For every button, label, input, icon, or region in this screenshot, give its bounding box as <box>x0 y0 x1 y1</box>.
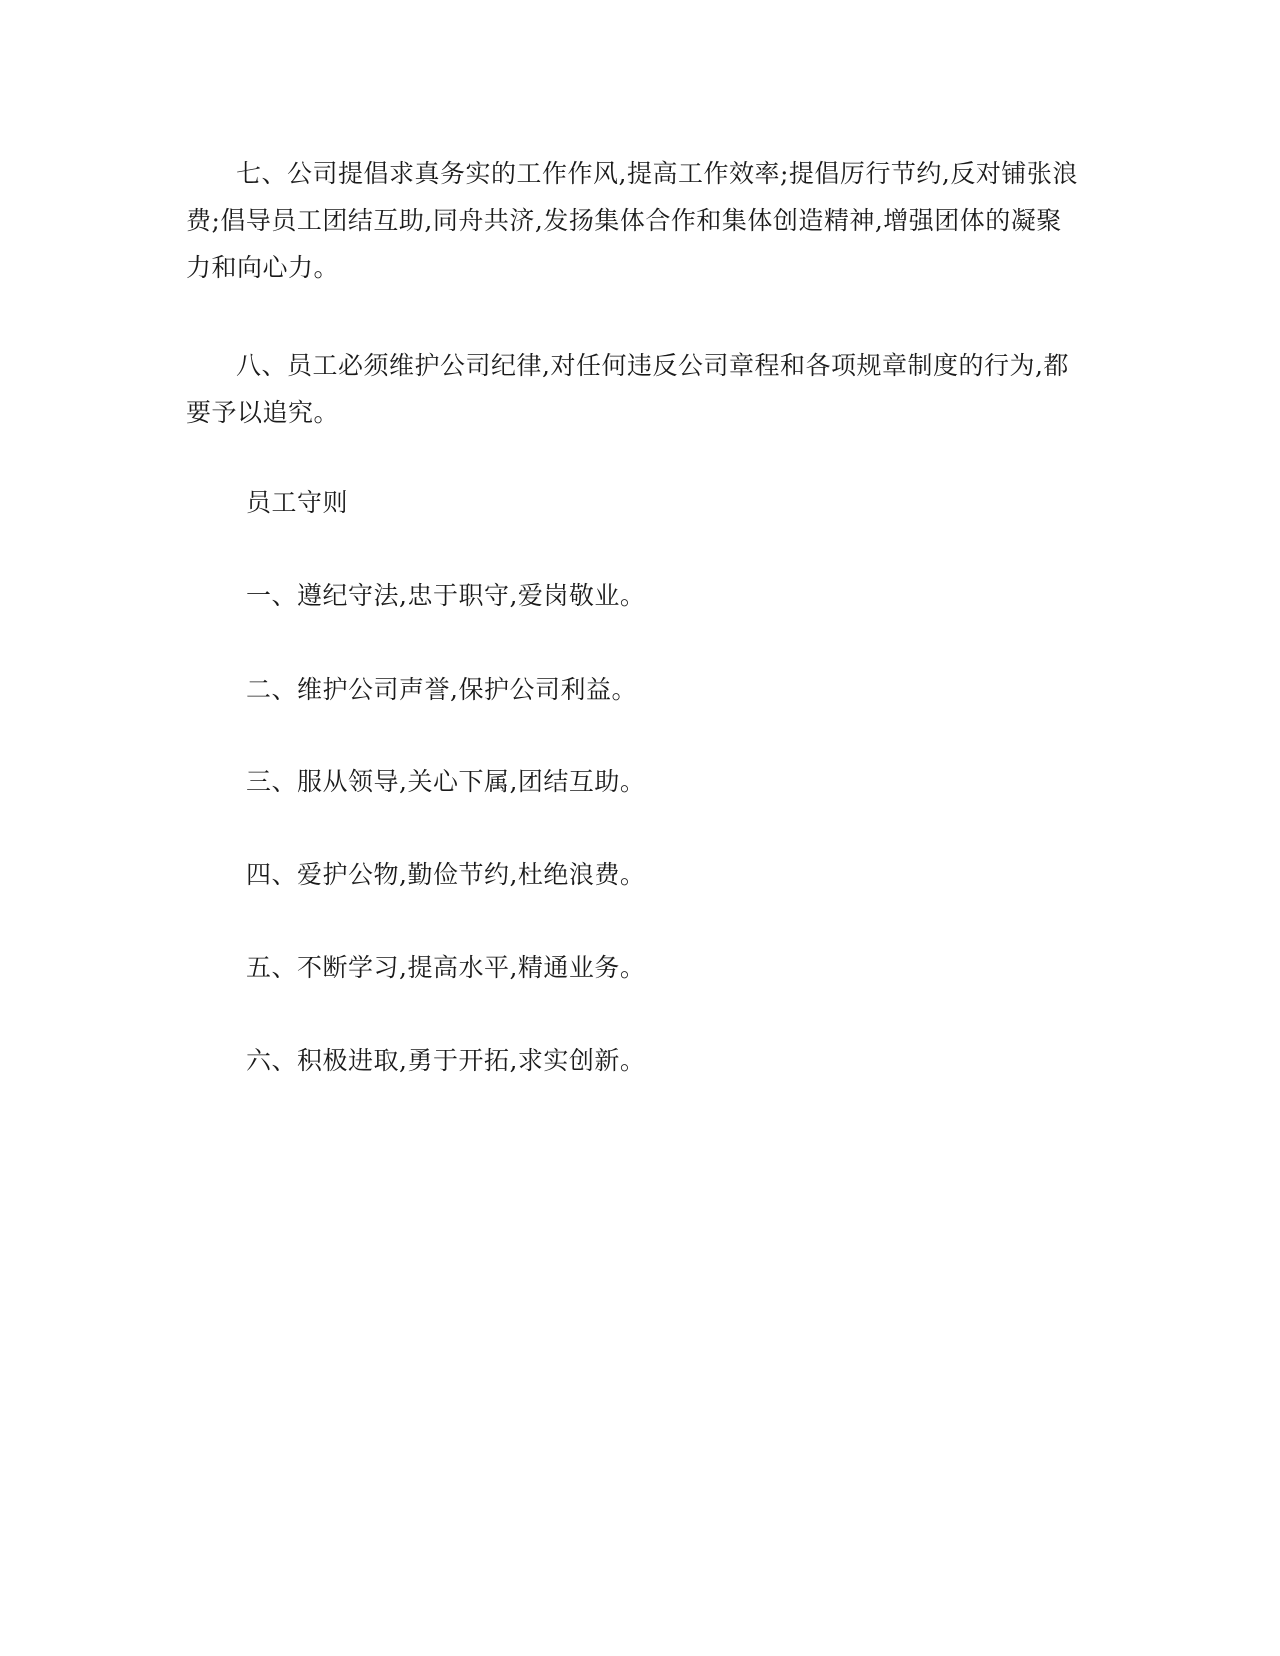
paragraph-eight: 八、员工必须维护公司纪律,对任何违反公司章程和各项规章制度的行为,都要予以追究。 <box>186 351 1069 427</box>
rule-item-4: 四、爱护公物,勤俭节约,杜绝浪费。 <box>246 860 646 889</box>
rule-item-1: 一、遵纪守法,忠于职守,爱岗敬业。 <box>246 581 646 610</box>
rule-item-3: 三、服从领导,关心下属,团结互助。 <box>246 767 646 796</box>
rule-item-2: 二、维护公司声誉,保护公司利益。 <box>246 675 637 704</box>
paragraph-seven: 七、公司提倡求真务实的工作作风,提高工作效率;提倡厉行节约,反对铺张浪费;倡导员工团结互助,同舟共济,发扬集体合作和集体创造精神,增强团体的凝聚力和向心力。 <box>186 159 1078 282</box>
rule-item-6: 六、积极进取,勇于开拓,求实创新。 <box>246 1046 646 1075</box>
section-heading: 员工守则 <box>246 488 349 517</box>
rule-item-5: 五、不断学习,提高水平,精通业务。 <box>246 953 646 982</box>
